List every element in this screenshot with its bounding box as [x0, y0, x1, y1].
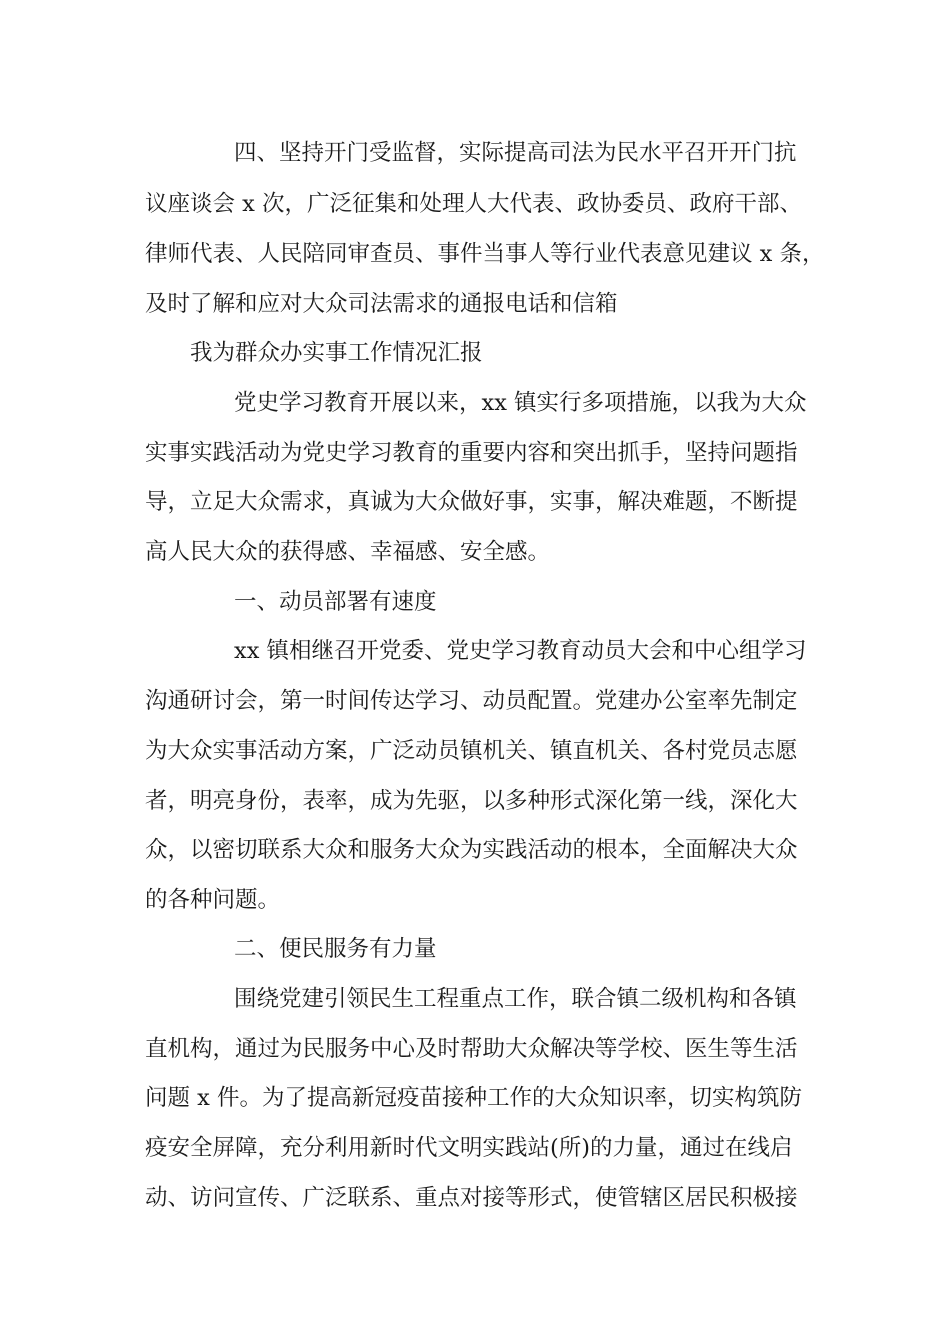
- section4-line-3: 律师代表、人民陪同审查员、事件当事人等行业代表意见建议 x 条，: [145, 241, 825, 267]
- para2-line-3: 问题 x 件。为了提高新冠疫苗接种工作的大众知识率，切实构筑防: [145, 1085, 802, 1111]
- para1-line-4: 者，明亮身份，表率，成为先驱，以多种形式深化第一线，深化大: [145, 788, 798, 814]
- para1-line-2: 沟通研讨会，第一时间传达学习、动员配置。党建办公室率先制定: [145, 688, 798, 714]
- para1-line-1: xx 镇相继召开党委、党史学习教育动员大会和中心组学习: [234, 638, 807, 664]
- intro-line-3: 导，立足大众需求，真诚为大众做好事，实事，解决难题，不断提: [145, 489, 798, 515]
- para2-line-4: 疫安全屏障，充分利用新时代文明实践站(所)的力量，通过在线启: [145, 1135, 793, 1161]
- para1-line-5: 众，以密切联系大众和服务大众为实践活动的根本，全面解决大众: [145, 837, 798, 863]
- intro-line-4: 高人民大众的获得感、幸福感、安全感。: [145, 539, 551, 565]
- para1-line-6: 的各种问题。: [145, 887, 281, 913]
- heading-2: 二、便民服务有力量: [234, 936, 437, 962]
- report-title: 我为群众办实事工作情况汇报: [190, 340, 483, 366]
- para2-line-2: 直机构，通过为民服务中心及时帮助大众解决等学校、医生等生活: [145, 1036, 798, 1062]
- para2-line-5: 动、访问宣传、广泛联系、重点对接等形式，使管辖区居民积极接: [145, 1185, 798, 1211]
- heading-1: 一、动员部署有速度: [234, 589, 437, 615]
- section4-line-4: 及时了解和应对大众司法需求的通报电话和信箱: [145, 291, 618, 317]
- intro-line-1: 党史学习教育开展以来，xx 镇实行多项措施，以我为大众: [234, 390, 807, 416]
- section4-line-2: 议座谈会 x 次，广泛征集和处理人大代表、政协委员、政府干部、: [145, 191, 802, 217]
- para2-line-1: 围绕党建引领民生工程重点工作，联合镇二级机构和各镇: [234, 986, 797, 1012]
- intro-line-2: 实事实践活动为党史学习教育的重要内容和突出抓手，坚持问题指: [145, 440, 798, 466]
- section4-line-1: 四、坚持开门受监督，实际提高司法为民水平召开开门抗: [234, 140, 797, 166]
- para1-line-3: 为大众实事活动方案，广泛动员镇机关、镇直机关、各村党员志愿: [145, 738, 798, 764]
